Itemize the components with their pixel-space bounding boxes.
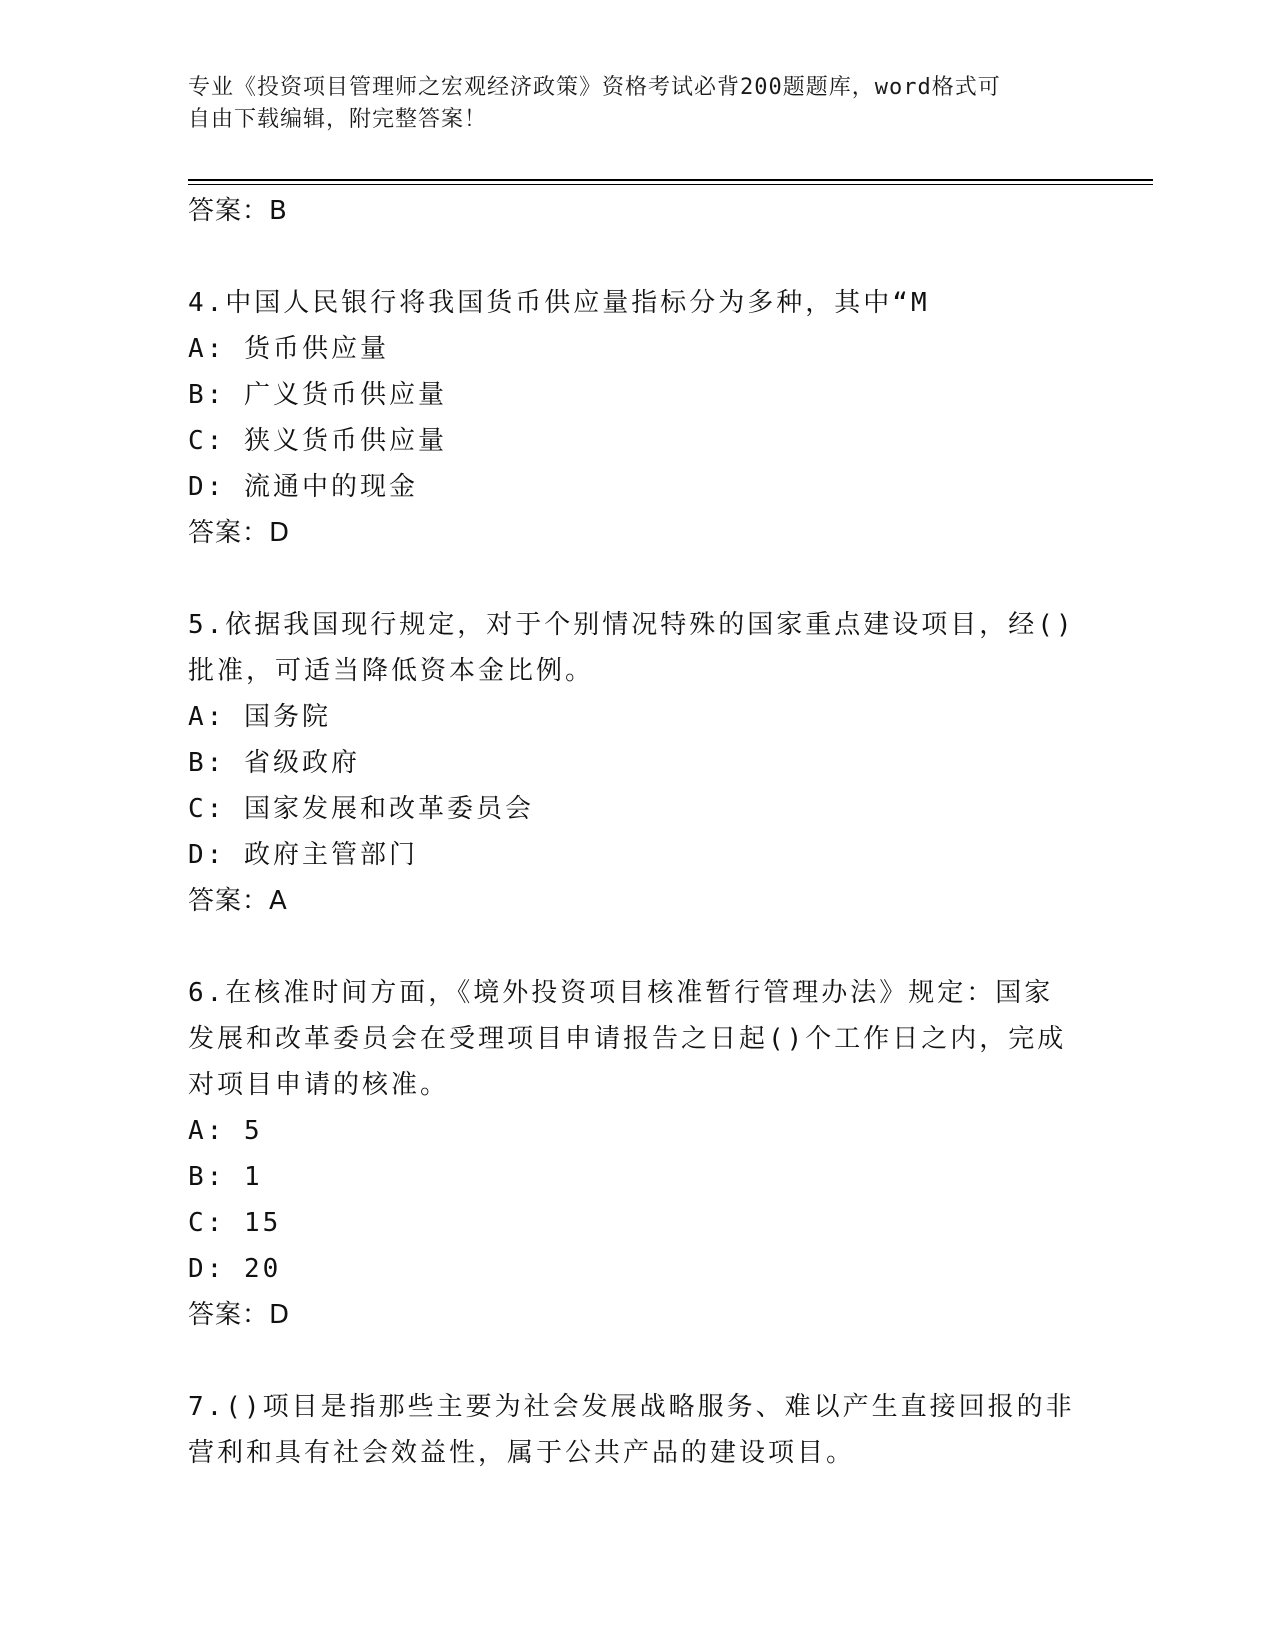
question-block: [188, 1384, 1088, 1476]
option-a: [188, 326, 1088, 372]
option-label: D:: [188, 1254, 244, 1284]
spacer: [188, 556, 1088, 602]
spacer: [188, 924, 1088, 970]
spacer: [188, 234, 1088, 280]
answer-line: [188, 878, 1088, 924]
option-text: 流通中的现金: [243, 472, 418, 502]
option-a: [188, 1108, 1088, 1154]
option-text: 国家发展和改革委员会: [243, 794, 534, 824]
option-text: 1: [243, 1162, 263, 1192]
option-d: [188, 832, 1088, 878]
answer-line: [188, 1292, 1088, 1338]
option-text: 省级政府: [243, 748, 360, 778]
header-line-1: 专业《投资项目管理师之宏观经济政策》资格考试必背200题题库，word格式可: [188, 75, 1001, 100]
option-label: B:: [188, 1162, 244, 1192]
option-label: C:: [188, 426, 244, 456]
option-label: A:: [188, 702, 244, 732]
answer-line: [188, 510, 1088, 556]
answer-prefix: 答案：: [188, 1300, 270, 1330]
question-block: [188, 280, 1088, 556]
option-a: [188, 694, 1088, 740]
option-text: 货币供应量: [243, 334, 389, 364]
spacer: [188, 1338, 1088, 1384]
option-label: B:: [188, 380, 244, 410]
option-label: C:: [188, 794, 244, 824]
option-text: 15: [243, 1208, 282, 1238]
answer-value: A: [269, 886, 288, 916]
option-b: [188, 1154, 1088, 1200]
answer-prefix: 答案：: [188, 886, 270, 916]
option-text: 广义货币供应量: [243, 380, 447, 410]
option-label: A:: [188, 334, 244, 364]
answer-value: B: [269, 196, 288, 226]
option-text: 国务院: [243, 702, 331, 732]
option-text: 狭义货币供应量: [243, 426, 447, 456]
option-label: A:: [188, 1116, 244, 1146]
answer-prefix: 答案：: [188, 518, 270, 548]
question-text: 对项目申请的核准。: [188, 1070, 450, 1100]
question-text: 4.中国人民银行将我国货币供应量指标分为多种，其中“M: [188, 288, 930, 318]
option-label: D:: [188, 840, 244, 870]
question-text: 5.依据我国现行规定，对于个别情况特殊的国家重点建设项目，经(): [188, 610, 1075, 640]
header-line-2: 自由下载编辑，附完整答案！: [188, 107, 488, 132]
question-text: 批准，可适当降低资本金比例。: [188, 656, 595, 686]
answer-prefix: 答案：: [188, 196, 270, 226]
option-c: [188, 418, 1088, 464]
question-text: 发展和改革委员会在受理项目申请报告之日起()个工作日之内，完成: [188, 1024, 1067, 1054]
option-b: [188, 740, 1088, 786]
option-text: 20: [243, 1254, 282, 1284]
answer-value: D: [269, 1300, 291, 1330]
question-text: 营利和具有社会效益性，属于公共产品的建设项目。: [188, 1438, 856, 1468]
question-text: 7.()项目是指那些主要为社会发展战略服务、难以产生直接回报的非: [188, 1392, 1075, 1422]
option-d: [188, 464, 1088, 510]
option-b: [188, 372, 1088, 418]
question-text: 6.在核准时间方面，《境外投资项目核准暂行管理办法》规定：国家: [188, 978, 1054, 1008]
option-label: D:: [188, 472, 244, 502]
header-rule-thin: [188, 184, 1153, 185]
question-block: [188, 602, 1088, 924]
question-block: [188, 970, 1088, 1338]
question-list: [188, 188, 1088, 1476]
option-text: 5: [243, 1116, 263, 1146]
option-c: [188, 1200, 1088, 1246]
option-text: 政府主管部门: [243, 840, 418, 870]
option-c: [188, 786, 1088, 832]
option-label: B:: [188, 748, 244, 778]
header-rule-thick: [188, 179, 1153, 181]
answer-value: D: [269, 518, 291, 548]
option-label: C:: [188, 1208, 244, 1238]
option-d: [188, 1246, 1088, 1292]
page-header: [188, 72, 1068, 136]
answer-line: [188, 188, 1088, 234]
